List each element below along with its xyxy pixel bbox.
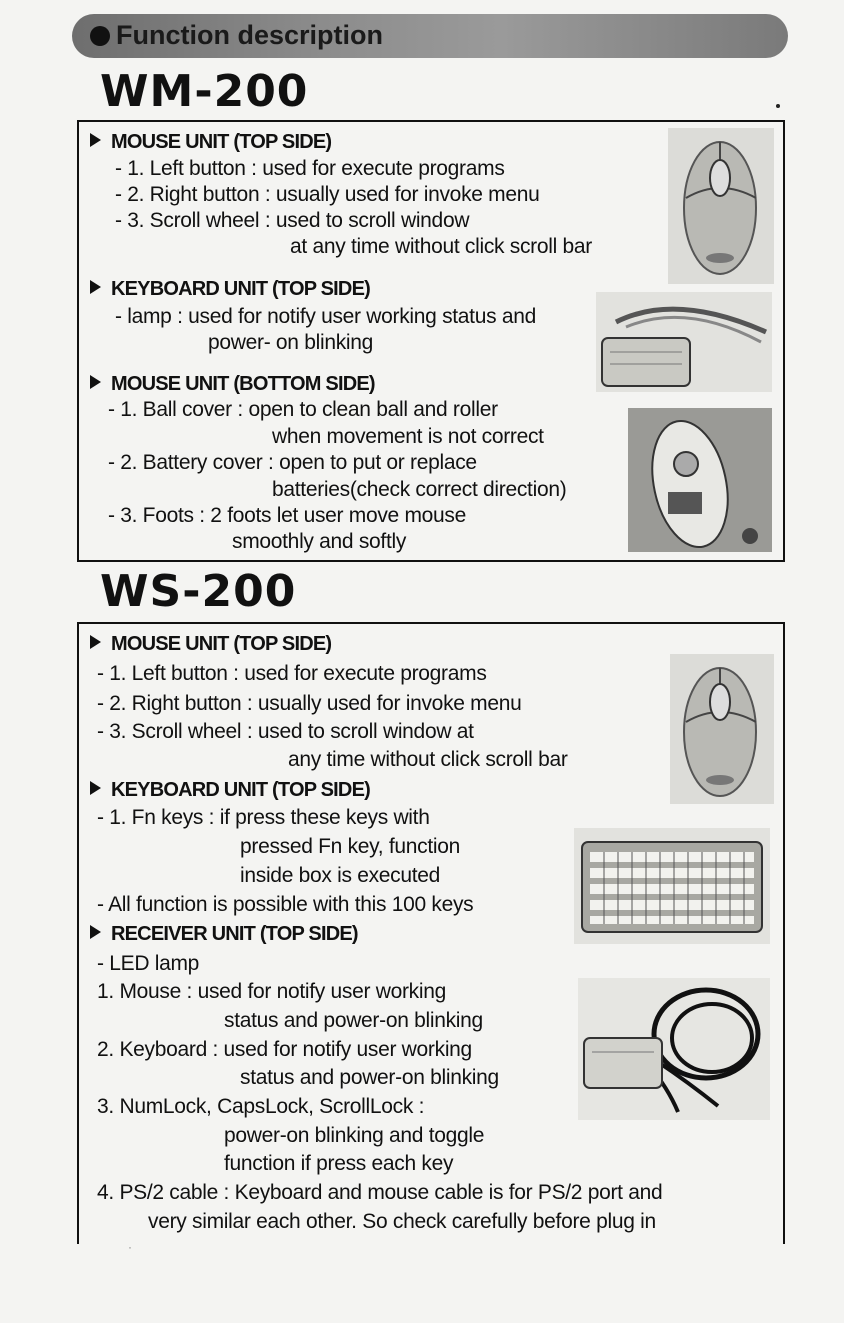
ws200-mouse-top-line: - 3. Scroll wheel : used to scroll window at	[97, 720, 474, 743]
ws200-receiver-line: 4. PS/2 cable : Keyboard and mouse cable is for PS/2 port and	[97, 1181, 663, 1204]
wm200-keyboard-top-heading: KEYBOARD UNIT (TOP SIDE)	[90, 277, 370, 301]
triangle-bullet-icon	[90, 925, 101, 939]
print-speck	[776, 104, 780, 108]
ws200-receiver-line: - LED lamp	[97, 952, 200, 975]
wm200-mouse-bottom-line: smoothly and softly	[232, 530, 407, 553]
keyboard-photo	[574, 828, 770, 944]
triangle-bullet-icon	[90, 375, 101, 389]
ws200-keyboard-top-line: - 1. Fn keys : if press these keys with	[97, 806, 430, 829]
triangle-bullet-icon	[90, 133, 101, 147]
triangle-bullet-icon	[90, 635, 101, 649]
wm200-mouse-top-line: - 3. Scroll wheel : used to scroll window	[115, 209, 470, 232]
ws200-receiver-line: very similar each other. So check carefully before plug in	[148, 1210, 656, 1233]
ws200-keyboard-top-line: - All function is possible with this 100 keys	[97, 893, 474, 916]
print-speck: ·	[128, 1240, 132, 1254]
ws200-keyboard-top-line: pressed Fn key, function	[240, 835, 461, 858]
wm200-mouse-top-line: at any time without click scroll bar	[290, 235, 592, 258]
wm200-mouse-bottom-line: batteries(check correct direction)	[272, 478, 567, 501]
model-title-wm200: WM-200	[100, 66, 309, 117]
ws200-receiver-top-heading: RECEIVER UNIT (TOP SIDE)	[90, 922, 358, 946]
section-title: Function description	[116, 20, 383, 50]
ws200-receiver-line: power-on blinking and toggle	[224, 1124, 485, 1147]
ws200-receiver-line: function if press each key	[224, 1152, 454, 1175]
ws200-mouse-top-heading: MOUSE UNIT (TOP SIDE)	[90, 632, 331, 656]
section-header-band	[72, 14, 788, 58]
ws200-receiver-line: status and power-on blinking	[240, 1066, 499, 1089]
ws200-receiver-line: status and power-on blinking	[224, 1009, 483, 1032]
wm200-keyboard-top-line: - lamp : used for notify user working status and	[115, 305, 536, 328]
ws200-mouse-top-line: - 1. Left button : used for execute programs	[97, 662, 487, 685]
bullet-dot-icon	[90, 26, 110, 46]
mouse-top-photo	[670, 654, 774, 804]
wm200-mouse-bottom-line: - 2. Battery cover : open to put or replace	[108, 451, 477, 474]
ws200-receiver-line: 3. NumLock, CapsLock, ScrollLock :	[97, 1095, 425, 1118]
triangle-bullet-icon	[90, 781, 101, 795]
ws200-receiver-line: 2. Keyboard : used for notify user working	[97, 1038, 472, 1061]
keyboard-receiver-photo	[596, 292, 772, 392]
wm200-mouse-top-line: - 1. Left button : used for execute programs	[115, 157, 505, 180]
wm200-mouse-bottom-line: - 3. Foots : 2 foots let user move mouse	[108, 504, 466, 527]
wm200-mouse-bottom-heading: MOUSE UNIT (BOTTOM SIDE)	[90, 372, 375, 396]
ws200-keyboard-top-line: inside box is executed	[240, 864, 441, 887]
ws200-receiver-line: 1. Mouse : used for notify user working	[97, 980, 446, 1003]
receiver-cable-photo	[578, 978, 770, 1120]
mouse-top-photo	[668, 128, 774, 284]
ws200-mouse-top-line: - 2. Right button : usually used for invoke menu	[97, 692, 522, 715]
wm200-mouse-bottom-line: - 1. Ball cover : open to clean ball and roller	[108, 398, 498, 421]
model-title-ws200: WS-200	[100, 566, 297, 617]
wm200-mouse-top-heading: MOUSE UNIT (TOP SIDE)	[90, 130, 331, 154]
triangle-bullet-icon	[90, 280, 101, 294]
ws200-mouse-top-line: any time without click scroll bar	[288, 748, 568, 771]
wm200-keyboard-top-line: power- on blinking	[208, 331, 374, 354]
wm200-mouse-bottom-line: when movement is not correct	[272, 425, 544, 448]
wm200-mouse-top-line: - 2. Right button : usually used for invoke menu	[115, 183, 540, 206]
mouse-bottom-photo	[628, 408, 772, 552]
ws200-keyboard-top-heading: KEYBOARD UNIT (TOP SIDE)	[90, 778, 370, 802]
